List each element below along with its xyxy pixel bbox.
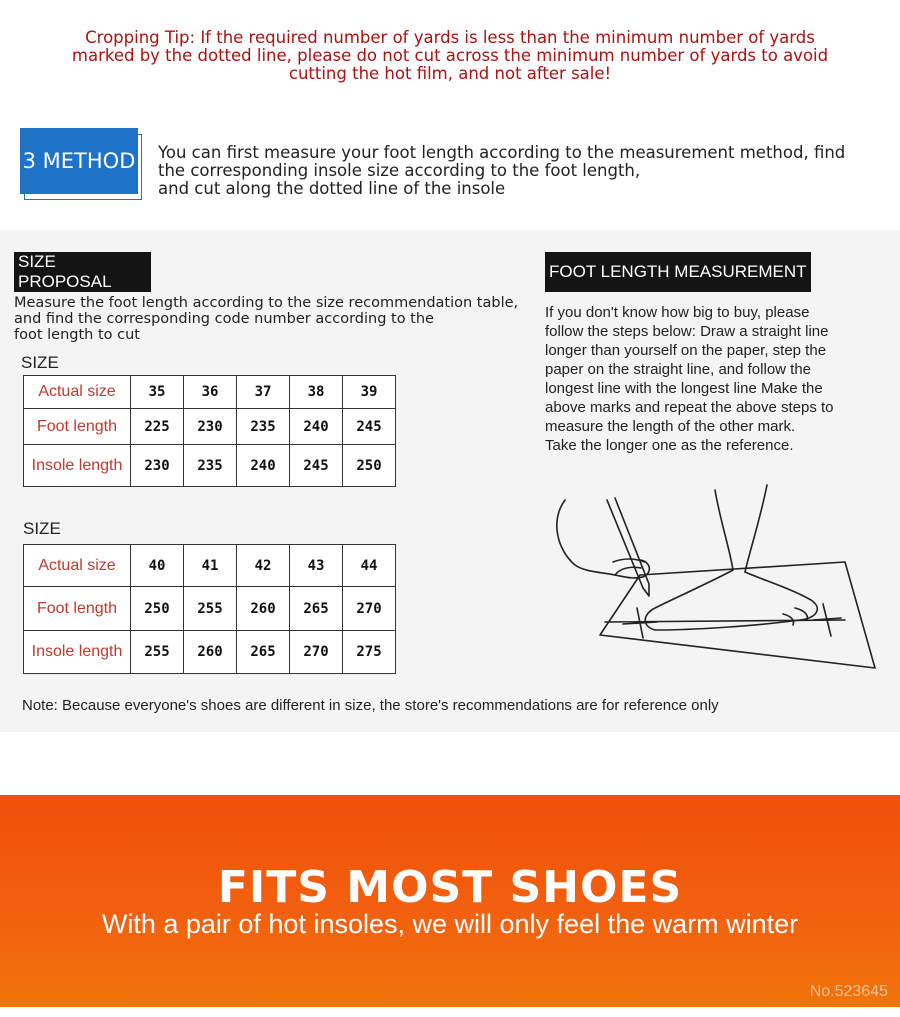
row-label: Insole length [24,631,131,674]
size-table-2-heading: SIZE [23,519,61,538]
method-line-2: the corresponding insole size according to the foot length, [158,161,641,180]
product-number-watermark: No.523645 [809,983,888,1000]
row-label: Insole length [24,445,131,487]
table-cell: 240 [290,409,343,445]
table-cell: 250 [343,445,396,487]
foot-desc-line: If you don't know how big to buy, please [545,304,810,321]
table-cell: 43 [290,545,343,587]
table-cell: 260 [237,587,290,631]
table-cell: 270 [343,587,396,631]
row-label: Foot length [24,409,131,445]
table-cell: 35 [131,376,184,409]
size-table-1 [23,375,396,487]
size-proposal-label: SIZE PROPOSAL [14,252,151,292]
table-cell: 275 [343,631,396,674]
table-cell: 265 [290,587,343,631]
foot-measurement-description [545,303,885,455]
reference-note: Note: Because everyone's shoes are different in size, the store's recommendations are for reference only [22,697,719,714]
method-line-3: and cut along the dotted line of the insole [158,179,506,198]
table-row [24,409,396,445]
row-label: Foot length [24,587,131,631]
foot-desc-line: longer than yourself on the paper, step the [545,342,827,359]
table-cell: 245 [343,409,396,445]
cropping-tip-line-1: Cropping Tip: If the required number of yards is less than the minimum number of yards [85,28,815,47]
size-table-2 [23,544,396,674]
measure-line [605,620,845,622]
size-proposal-line-2: and find the corresponding code number according to the [14,311,434,327]
heel-mark [623,608,657,638]
cropping-tip [20,29,880,83]
method-description [158,144,878,198]
table-cell: 42 [237,545,290,587]
table-cell: 260 [184,631,237,674]
table-cell: 230 [184,409,237,445]
table-row [24,545,396,587]
cropping-tip-line-3: cutting the hot film, and not after sale! [288,64,612,83]
table-cell: 40 [131,545,184,587]
row-label: Actual size [24,545,131,587]
table-row [24,631,396,674]
table-cell: 270 [290,631,343,674]
foot-desc-line: measure the length of the other mark. [545,418,796,435]
banner-subtitle: With a pair of hot insoles, we will only feel the warm winter [101,909,799,939]
table-cell: 240 [237,445,290,487]
foot-desc-line: longest line with the longest line Make the [545,380,823,397]
size-proposal-description [14,295,539,343]
foot-desc-line: Take the longer one as the reference. [545,437,794,454]
table-cell: 38 [290,376,343,409]
foot-length-measurement-label: FOOT LENGTH MEASUREMENT [545,252,811,292]
hand-outline [557,500,650,578]
table-cell: 230 [131,445,184,487]
row-label: Actual size [24,376,131,409]
size-proposal-line-1: Measure the foot length according to the size recommendation table, [14,295,519,311]
cropping-tip-line-2: marked by the dotted line, please do not cut across the minimum number of yards to avoid [71,46,829,65]
table-row [24,376,396,409]
foot-desc-line: follow the steps below: Draw a straight line [545,323,829,340]
table-cell: 36 [184,376,237,409]
foot-desc-line: paper on the straight line, and follow the [545,361,812,378]
table-cell: 41 [184,545,237,587]
table-cell: 44 [343,545,396,587]
method-badge: 3 METHOD [20,128,138,194]
table-cell: 265 [237,631,290,674]
table-cell: 255 [184,587,237,631]
table-cell: 235 [184,445,237,487]
table-cell: 255 [131,631,184,674]
table-cell: 235 [237,409,290,445]
table-cell: 37 [237,376,290,409]
table-cell: 225 [131,409,184,445]
size-table-1-heading: SIZE [21,353,59,372]
table-row [24,445,396,487]
table-row [24,587,396,631]
table-cell: 39 [343,376,396,409]
foot-desc-line: above marks and repeat the above steps to [545,399,834,416]
banner-title: FITS MOST SHOES [217,862,683,913]
size-proposal-line-3: foot length to cut [14,327,140,343]
leg-outline [715,485,767,572]
table-cell: 245 [290,445,343,487]
foot-measurement-illustration [545,480,885,680]
pencil [607,498,649,596]
table-cell: 250 [131,587,184,631]
method-line-1: You can first measure your foot length according to the measurement method, find [158,143,846,162]
